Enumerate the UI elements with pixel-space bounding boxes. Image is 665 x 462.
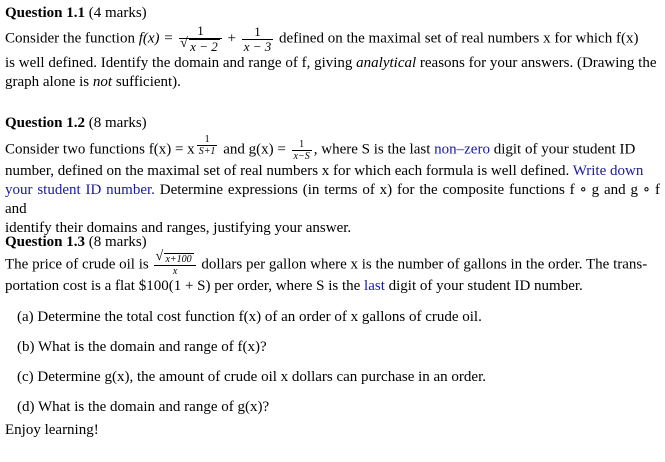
question-1-1: [5, 4, 660, 92]
text-run: The price of crude oil is: [5, 256, 153, 273]
sqrt-expression: √ x − 2: [189, 39, 220, 54]
part-c: (c) Determine g(x), the amount of crude oil x dollars can purchase in an order.: [17, 369, 486, 385]
fraction-denominator: x − 3: [243, 38, 272, 54]
part-d: (d) What is the domain and range of g(x)?: [17, 399, 270, 415]
question-1-3-heading: [5, 233, 660, 252]
plus-sign: +: [223, 30, 240, 47]
question-marks: (8 marks): [88, 234, 147, 250]
text-run: Consider two functions f(x) = x: [5, 141, 195, 158]
question-marks: (4 marks): [88, 5, 147, 21]
emphasis-not: not: [92, 74, 113, 90]
fraction-denominator: x: [172, 266, 178, 277]
text-run: digit of your student ID number.: [384, 278, 583, 294]
fraction-numerator: 1: [197, 134, 218, 146]
fraction-numerator: 1: [292, 139, 312, 151]
text-run: defined on the maximal set of real numbers x for which f(x): [275, 30, 639, 47]
question-title: Question 1.3: [5, 234, 86, 250]
closing-text: Enjoy learning!: [5, 422, 99, 438]
question-1-3: [5, 233, 660, 428]
part-a: (a) Determine the total cost function f(x) of an order of x gallons of crude oil.: [17, 309, 482, 325]
text-run: number, defined on the maximal set of real numbers x for which each formula is well defined.: [5, 162, 573, 179]
text-run: sufficient).: [112, 74, 181, 90]
fraction-denominator: x−S: [293, 150, 310, 162]
text-run: identify their domains and ranges, justifying your answer.: [5, 219, 352, 236]
exponent: [195, 134, 220, 157]
fraction-numerator: 1: [179, 24, 222, 39]
fraction-1: [179, 24, 222, 54]
question-1-2: [5, 114, 660, 238]
fraction-2: [242, 25, 274, 54]
text-run: Consider the function: [5, 30, 139, 47]
fraction-numerator: 1: [242, 25, 274, 40]
fraction-denominator: [179, 39, 222, 54]
link-last: last: [364, 278, 385, 294]
question-1-1-body: [5, 24, 660, 92]
text-run: reasons for your answers. (Drawing the: [416, 55, 657, 71]
price-fraction: [154, 253, 195, 277]
question-1-3-parts: [5, 308, 660, 417]
exponent-fraction: [197, 134, 218, 157]
text-run: , where S is the last: [313, 141, 435, 158]
highlight-student-id: your student ID number.: [5, 181, 155, 198]
question-title: Question 1.1: [5, 5, 86, 21]
question-1-2-body: [5, 134, 660, 238]
text-run: dollars per gallon where x is the number of gallons in the order. The trans-: [197, 256, 648, 273]
sqrt-expression: √ x+100: [164, 253, 193, 265]
question-1-2-heading: [5, 114, 660, 133]
link-non-zero: non–zero: [434, 141, 490, 158]
fraction-g: [292, 139, 312, 162]
text-run: digit of your student ID: [489, 141, 636, 158]
question-1-1-heading: [5, 4, 660, 23]
highlight-write-down: Write down: [572, 162, 644, 179]
fraction-numerator: [154, 253, 195, 266]
text-run: portation cost is a flat $100(1 + S) per order, where S is the: [5, 278, 365, 294]
question-marks: (8 marks): [88, 115, 147, 131]
part-b: (b) What is the domain and range of f(x)?: [17, 339, 267, 355]
text-run: graph alone is: [5, 74, 93, 90]
text-run: and g(x) =: [219, 141, 290, 158]
emphasis-analytical: analytical: [356, 55, 417, 71]
fraction-denominator: S+1: [198, 146, 216, 157]
text-run: Determine expressions (in terms of x) for the composite functions f ∘ g and g ∘ f and: [5, 181, 660, 217]
question-title: Question 1.2: [5, 115, 86, 131]
text-run: is well defined. Identify the domain and range of f, giving: [5, 55, 357, 71]
question-1-3-body: [5, 253, 660, 296]
math-f-x: f(x) =: [138, 30, 178, 47]
